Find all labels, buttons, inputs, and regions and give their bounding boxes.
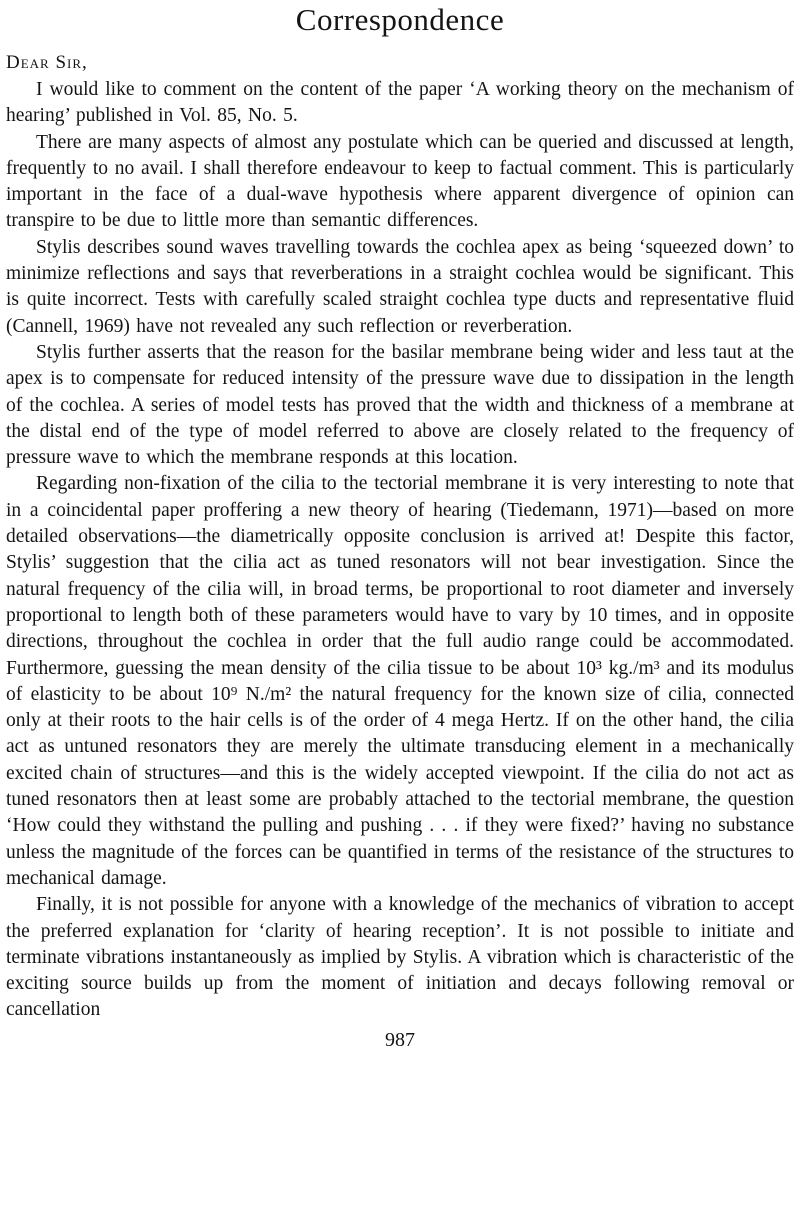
page-title: Correspondence	[295, 2, 505, 37]
page-number: 987	[385, 1028, 415, 1051]
paragraph-6: Finally, it is not possible for anyone with a knowledge of the mechanics of vibration to accept the preferred explanation for ‘clarity of hearing reception’. It is not possible to initiate and terminate vibrations instantaneously as implied by Stylis. A vibration which is characteristic of the exciting source builds up from the moment of initiation and decays following removal or cancellation	[6, 894, 794, 1021]
salutation: Dear Sir,	[6, 52, 88, 73]
paragraph-2: There are many aspects of almost any postulate which can be queried and discussed at length, frequently to no avail. I shall therefore endeavour to keep to factual comment. This is particularly important in the face of a dual-wave hypothesis where apparent divergence of opinion can transpire to be due to little more than semantic differences.	[6, 131, 794, 232]
letter-body	[6, 77, 794, 1024]
paragraph-1: I would like to comment on the content of the paper ‘A working theory on the mechanism of hearing’ published in Vol. 85, No. 5.	[6, 79, 794, 127]
paragraph-5: Regarding non-fixation of the cilia to the tectorial membrane it is very interesting to note that in a coincidental paper proffering a new theory of hearing (Tiedemann, 1971)—based on more detailed observations—the diametrically opposite conclusion is arrived at! Despite this factor, Stylis’ suggestion that the cilia act as tuned resonators will not bear investigation. Since the natural frequency of the cilia will, in broad terms, be proportional to root diameter and inversely proportional to length both of these parameters would have to vary by 10 times, and in opposite directions, throughout the cochlea in order that the full audio range could be accommodated. Furthermore, guessing the mean density of the cilia tissue to be about 10³ kg./m³ and its modulus of elasticity to be about 10⁹ N./m² the natural frequency for the known size of cilia, connected only at their roots to the hair cells is of the order of 4 mega Hertz. If on the other hand, the cilia act as untuned resonators they are merely the ultimate transducing element in a mechanically excited chain of structures—and this is the widely accepted viewpoint. If the cilia do not act as tuned resonators then at least some are probably attached to the tectorial membrane, the question ‘How could they withstand the pulling and pushing . . . if they were fixed?’ having no substance unless the magnitude of the forces can be quantified in terms of the resistance of the structures to mechanical damage.	[6, 473, 794, 889]
paragraph-3: Stylis describes sound waves travelling towards the cochlea apex as being ‘squeezed down’ to minimize reflections and says that reverberations in a straight cochlea would be significant. This is quite incorrect. Tests with carefully scaled straight cochlea type ducts and representative fluid (Cannell, 1969) have not revealed any such reflection or reverberation.	[6, 236, 794, 337]
paragraph-4: Stylis further asserts that the reason for the basilar membrane being wider and less taut at the apex is to compensate for reduced intensity of the pressure wave due to dissipation in the length of the cochlea. A series of model tests has proved that the width and thickness of a membrane at the distal end of the type of model referred to above are closely related to the frequency of pressure wave to which the membrane responds at this location.	[6, 341, 794, 469]
